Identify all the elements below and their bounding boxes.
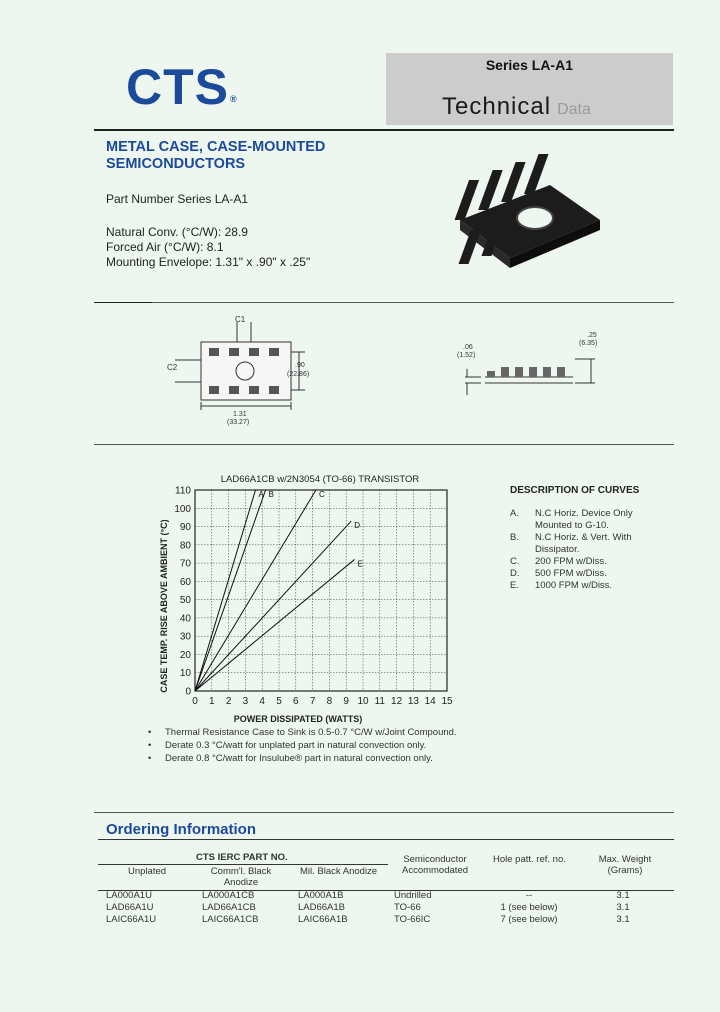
ordering-divider — [94, 812, 674, 813]
row-unplated: LA000A1U — [106, 890, 152, 901]
row-semi: TO-66 — [394, 902, 421, 913]
col-weight-header — [590, 854, 660, 876]
curves-list — [510, 508, 690, 592]
x-tick-label: 9 — [343, 696, 349, 707]
row-unplated: LAD66A1U — [106, 902, 154, 913]
col-semi-header-line1: Semiconductor — [403, 854, 467, 865]
dim-thick-in: .06 — [463, 344, 473, 351]
dim-height-in: .90 — [295, 362, 305, 369]
x-tick-label: 12 — [391, 696, 403, 707]
row-weight: 3.1 — [616, 914, 630, 925]
x-tick-label: 14 — [424, 696, 436, 707]
part-number: Part Number Series LA-A1 — [106, 192, 249, 206]
row-semi: TO-66IC — [394, 914, 431, 925]
x-tick-label: 13 — [407, 696, 419, 707]
col-semi-header-line2: Accommodated — [401, 865, 468, 876]
forced-air: Forced Air (°C/W): 8.1 — [106, 240, 224, 254]
series-label-c: C — [318, 490, 325, 499]
series-label: Series LA-A1 — [485, 57, 573, 73]
note-text: Derate 0.3 °C/watt for unplated part in natural convection only. — [165, 740, 427, 751]
y-tick-label: 80 — [179, 540, 191, 552]
dim-c2-label: C2 — [167, 363, 178, 372]
product-title-line2: SEMICONDUCTORS — [106, 156, 246, 172]
x-tick-label: 6 — [293, 696, 299, 707]
natural-convection: Natural Conv. (°C/W): 28.9 — [106, 225, 248, 239]
y-tick-label: 110 — [175, 485, 191, 497]
col-black-header-line1: Comm'l. Black — [210, 866, 272, 877]
ordering-title-rule — [98, 839, 674, 840]
curve-text: 1000 FPM w/Diss. — [535, 580, 613, 591]
notes-list — [148, 726, 457, 765]
dim-depth-in: .25 — [587, 332, 597, 339]
note-text: Thermal Resistance Case to Sink is 0.5-0.7 °C/W w/Joint Compound. — [165, 727, 457, 738]
row-mil: LAD66A1B — [298, 902, 346, 913]
banner-title — [442, 93, 591, 121]
side-view-drawing — [455, 325, 605, 405]
note-text: Derate 0.8 °C/watt for Insulube® part in natural convection only. — [165, 753, 433, 764]
y-tick-label: 50 — [179, 595, 191, 607]
curve-item-e — [510, 580, 690, 592]
x-tick-label: 15 — [441, 696, 453, 707]
col-mil-header: Mil. Black Anodize — [300, 866, 378, 877]
row-hole: 1 (see below) — [500, 902, 558, 913]
series-label-a: A — [258, 490, 264, 499]
curve-letter: E. — [510, 580, 519, 591]
row-unplated: LAIC66A1U — [106, 914, 157, 925]
header-divider — [94, 129, 674, 131]
product-title — [106, 139, 325, 173]
chart-y-axis-label: CASE TEMP. RISE ABOVE AMBIENT (°C) — [159, 519, 169, 693]
series-line-a — [195, 490, 255, 691]
y-tick-label: 90 — [179, 522, 191, 534]
col-black-header — [206, 866, 276, 888]
row-mil: LA000A1B — [298, 890, 344, 901]
chart-plot-frame — [195, 490, 447, 691]
note-item — [148, 726, 457, 739]
logo-text: CTS — [126, 59, 229, 115]
x-tick-label: 1 — [209, 696, 215, 707]
row-mil: LAIC66A1B — [298, 914, 348, 925]
dim-width-mm: (33.27) — [227, 419, 250, 426]
series-label-e: E — [357, 559, 363, 569]
chart-title: LAD66A1CB w/2N3054 (TO-66) TRANSISTOR — [220, 474, 420, 485]
dim-height-mm: (22.86) — [287, 371, 310, 378]
series-label-d: D — [354, 521, 361, 531]
series-line-e — [195, 559, 355, 691]
chart-divider — [94, 444, 674, 445]
chart-grid — [195, 490, 447, 691]
col-weight-header-line1: Max. Weight — [598, 854, 652, 865]
row-hole: 7 (see below) — [500, 914, 558, 925]
curve-letter: C. — [510, 556, 520, 567]
row-hole: -- — [525, 890, 533, 901]
x-tick-label: 7 — [309, 696, 316, 707]
ordering-title: Ordering Information — [106, 821, 256, 838]
row-weight: 3.1 — [616, 890, 630, 901]
curve-item-d — [510, 568, 690, 580]
bullet: • — [148, 753, 152, 764]
curve-text: 500 FPM w/Diss. — [535, 568, 607, 579]
note-item — [148, 752, 457, 765]
dimensions-divider-thin — [152, 302, 674, 303]
thermal-chart — [150, 466, 460, 726]
x-tick-label: 0 — [192, 696, 198, 707]
chart-x-axis-label: POWER DISSIPATED (WATTS) — [233, 714, 363, 724]
y-tick-label: 20 — [179, 649, 191, 661]
series-label-b: B — [268, 490, 274, 499]
curve-text: N.C Horiz. Device Only — [535, 508, 633, 519]
y-tick-label: 100 — [174, 503, 191, 515]
x-tick-label: 5 — [276, 696, 282, 707]
heat-sink-image — [440, 150, 620, 280]
row-black: LAD66A1CB — [202, 902, 256, 913]
bullet: • — [148, 727, 152, 738]
group-header-rule — [98, 864, 388, 865]
y-tick-label: 40 — [179, 613, 191, 625]
curve-text: N.C Horiz. & Vert. With — [535, 532, 632, 543]
product-title-line1: METAL CASE, CASE-MOUNTED — [106, 139, 326, 155]
curves-heading: DESCRIPTION OF CURVES — [510, 485, 640, 496]
curve-letter: D. — [510, 568, 520, 579]
x-tick-label: 3 — [242, 696, 249, 707]
logo-registered-mark: ® — [230, 94, 238, 104]
dim-width-in: 1.31 — [233, 411, 247, 418]
row-semi: Undrilled — [394, 890, 432, 901]
curve-text: Mounted to G-10. — [535, 520, 609, 531]
y-tick-label: 70 — [179, 558, 191, 570]
bullet: • — [148, 740, 152, 751]
row-black: LA000A1CB — [202, 890, 255, 901]
curve-text: Dissipator. — [535, 544, 580, 555]
cts-logo — [126, 59, 238, 115]
dim-c1-label: C1 — [235, 315, 246, 324]
y-tick-label: 60 — [179, 576, 191, 588]
group-header: CTS IERC PART NO. — [196, 852, 288, 863]
banner-word: Technical — [442, 93, 552, 120]
row-black: LAIC66A1CB — [202, 914, 259, 925]
header-rule — [98, 890, 674, 891]
top-view-drawing — [165, 312, 325, 432]
col-weight-header-line2: (Grams) — [607, 865, 643, 876]
x-tick-label: 11 — [374, 696, 385, 707]
note-item — [148, 739, 457, 752]
x-tick-label: 2 — [225, 696, 232, 707]
y-tick-label: 30 — [179, 631, 191, 643]
col-semi-header — [396, 854, 474, 876]
x-tick-label: 4 — [259, 696, 265, 707]
dim-thick-mm: (1.52) — [457, 352, 476, 359]
y-tick-label: 10 — [179, 668, 191, 680]
curve-item-c — [510, 556, 690, 568]
x-tick-label: 10 — [357, 696, 369, 707]
y-tick-label: 0 — [185, 686, 191, 698]
curve-letter: A. — [510, 508, 519, 519]
curve-item-b — [510, 532, 690, 556]
mounting-envelope: Mounting Envelope: 1.31" x .90" x .25" — [106, 255, 311, 269]
row-weight: 3.1 — [616, 902, 630, 913]
x-tick-label: 8 — [326, 696, 333, 707]
curve-item-a — [510, 508, 690, 532]
curve-letter: B. — [510, 532, 519, 543]
col-hole-header: Hole patt. ref. no. — [493, 854, 566, 865]
curve-text: 200 FPM w/Diss. — [535, 556, 607, 567]
dimensions-divider-top — [94, 302, 152, 303]
dim-depth-mm: (6.35) — [579, 340, 598, 347]
series-line-d — [195, 521, 351, 691]
banner-faded-word: Data — [557, 101, 591, 118]
col-black-header-line2: Anodize — [223, 877, 259, 888]
col-unplated-header: Unplated — [128, 866, 167, 877]
technical-data-banner — [386, 53, 673, 125]
ordering-table — [98, 846, 674, 926]
